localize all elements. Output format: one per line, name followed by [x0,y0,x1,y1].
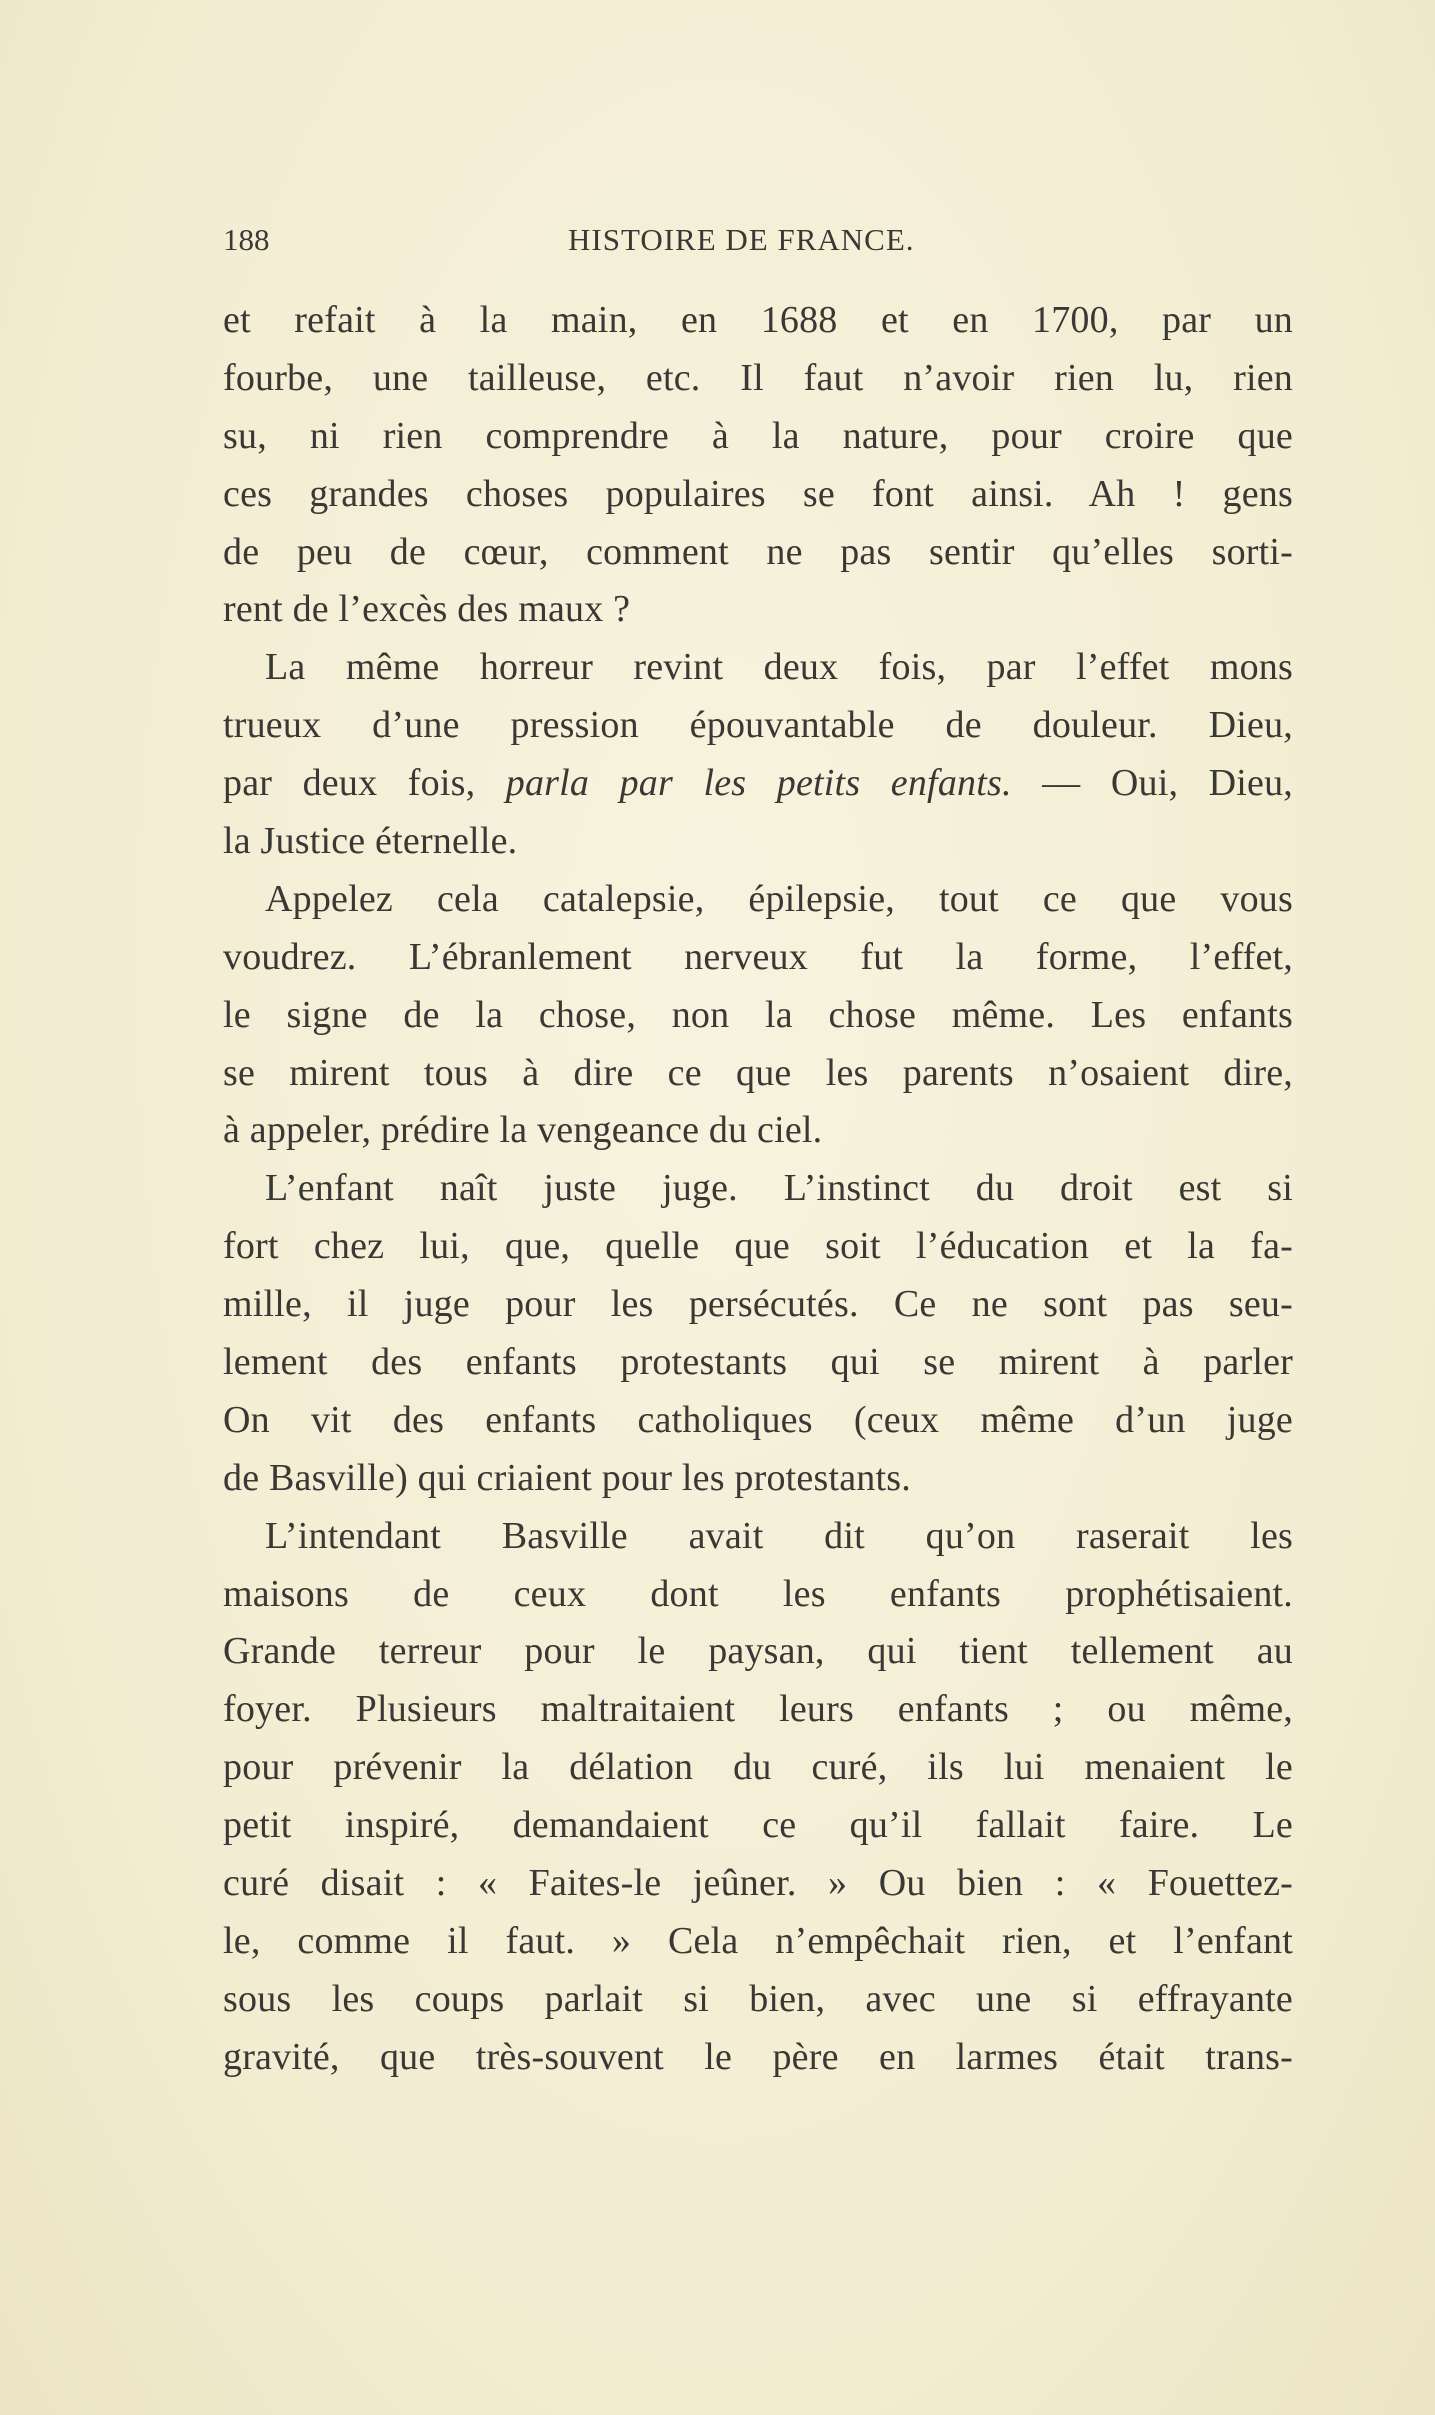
text-line [223,1276,1293,1334]
text-line [223,1971,1293,2029]
line-text: de peu de cœur, comment ne pas sentir qu’elles sorti- [223,530,1293,573]
line-text: de Basville) qui criaient pour les protestants. [223,1456,911,1499]
line-text: La même horreur revint deux fois, par l’effet mons [265,646,1293,689]
text-line [223,1508,1293,1566]
body-text [223,292,1293,2087]
text-line [223,1334,1293,1392]
line-text: maisons de ceux dont les enfants prophétisaient. [223,1572,1293,1615]
line-text: et refait à la main, en 1688 et en 1700, par un [223,299,1293,341]
line-text: ces grandes choses populaires se font ainsi. Ah ! gens [223,472,1293,515]
text-line [223,755,1293,813]
line-text: L’intendant Basville avait dit qu’on raserait les [265,1514,1293,1557]
line-text: lement des enfants protestants qui se mirent à parler [223,1341,1293,1384]
text-line [223,350,1293,408]
text-line [223,1160,1293,1218]
line-text: gravité, que très-souvent le père en larmes était trans- [223,2035,1293,2078]
page-number: 188 [223,222,270,257]
line-text: Grande terreur pour le paysan, qui tient tellement au [223,1630,1293,1673]
text-line [223,1681,1293,1739]
text-line [223,1739,1293,1797]
text-line [223,1045,1293,1103]
line-text: la Justice éternelle. [223,820,518,863]
line-text: Appelez cela catalepsie, épilepsie, tout ce que vous [265,877,1293,920]
line-text: su, ni rien comprendre à la nature, pour croire que [223,414,1293,457]
text-line [223,639,1293,697]
line-text: le, comme il faut. » Cela n’empêchait rien, et l’enfant [223,1919,1293,1962]
running-title: HISTOIRE DE FRANCE. [568,222,915,257]
line-text: à appeler, prédire la vengeance du ciel. [223,1109,823,1152]
line-text: mille, il juge pour les persécutés. Ce ne sont pas seu- [223,1283,1293,1326]
text-line [223,987,1293,1045]
italic-phrase: parla par les petits enfants. [505,762,1012,805]
line-text: sous les coups parlait si bien, avec une si effrayante [223,1977,1293,2020]
page-header [223,222,1293,266]
text-line [223,1797,1293,1855]
line-text: — Oui, Dieu, [1011,762,1294,805]
text-line [223,524,1293,582]
line-text: voudrez. L’ébranlement nerveux fut la forme, l’effet, [223,935,1293,978]
text-line [223,1102,1293,1160]
line-text: le signe de la chose, non la chose même. Les enfants [223,993,1293,1036]
line-text: On vit des enfants catholiques (ceux même d’un juge [223,1398,1293,1441]
text-line [223,929,1293,987]
line-text: rent de l’excès des maux ? [223,588,631,631]
line-text: par deux fois, [223,762,506,805]
text-line [223,697,1293,755]
text-line [223,466,1293,524]
text-line [223,871,1293,929]
text-line [223,1450,1293,1508]
text-line [223,581,1293,639]
line-text: trueux d’une pression épouvantable de douleur. Dieu, [223,704,1293,747]
line-text: fort chez lui, que, quelle que soit l’éducation et la fa- [223,1225,1293,1268]
text-line [223,1913,1293,1971]
text-line [223,1218,1293,1276]
text-line [223,1623,1293,1681]
text-line [223,1566,1293,1624]
text-line [223,1855,1293,1913]
line-text: curé disait : « Faites-le jeûner. » Ou bien : « Fouettez- [223,1862,1293,1905]
line-text: pour prévenir la délation du curé, ils lui menaient le [223,1746,1293,1789]
text-line [223,408,1293,466]
line-text: L’enfant naît juste juge. L’instinct du droit est si [265,1167,1293,1210]
text-line [223,1392,1293,1450]
text-line [223,292,1293,350]
line-text: petit inspiré, demandaient ce qu’il fallait faire. Le [223,1804,1293,1847]
line-text: se mirent tous à dire ce que les parents n’osaient dire, [223,1051,1293,1094]
text-line [223,813,1293,871]
line-text: fourbe, une tailleuse, etc. Il faut n’avoir rien lu, rien [223,356,1293,399]
line-text: foyer. Plusieurs maltraitaient leurs enfants ; ou même, [223,1688,1293,1731]
text-line [223,2029,1293,2087]
